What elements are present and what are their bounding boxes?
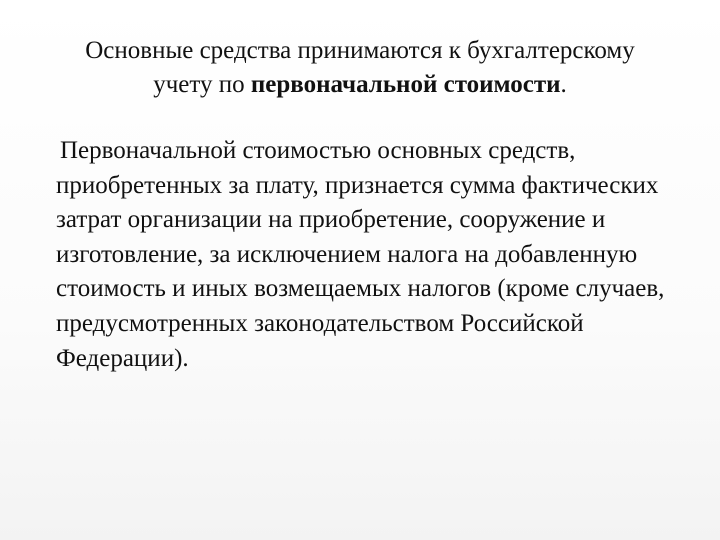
slide-title bbox=[20, 34, 700, 102]
title-line-2-suffix: . bbox=[560, 71, 567, 98]
definition-paragraph: Первоначальной стоимостью основных средств, приобретенных за плату, признается сумма фактических затрат организации на приобретение, сооружение и изготовление, за исключением налога на добавленную стоимость и иных возмещаемых налогов (кроме случаев, предусмотренных законодательством Российской Федерации). bbox=[56, 137, 665, 372]
title-line-1: Основные средства принимаются к бухгалтерскому bbox=[85, 37, 635, 64]
title-line-2-prefix: учету по bbox=[153, 71, 251, 98]
title-emphasis: первоначальной стоимости bbox=[250, 71, 561, 98]
